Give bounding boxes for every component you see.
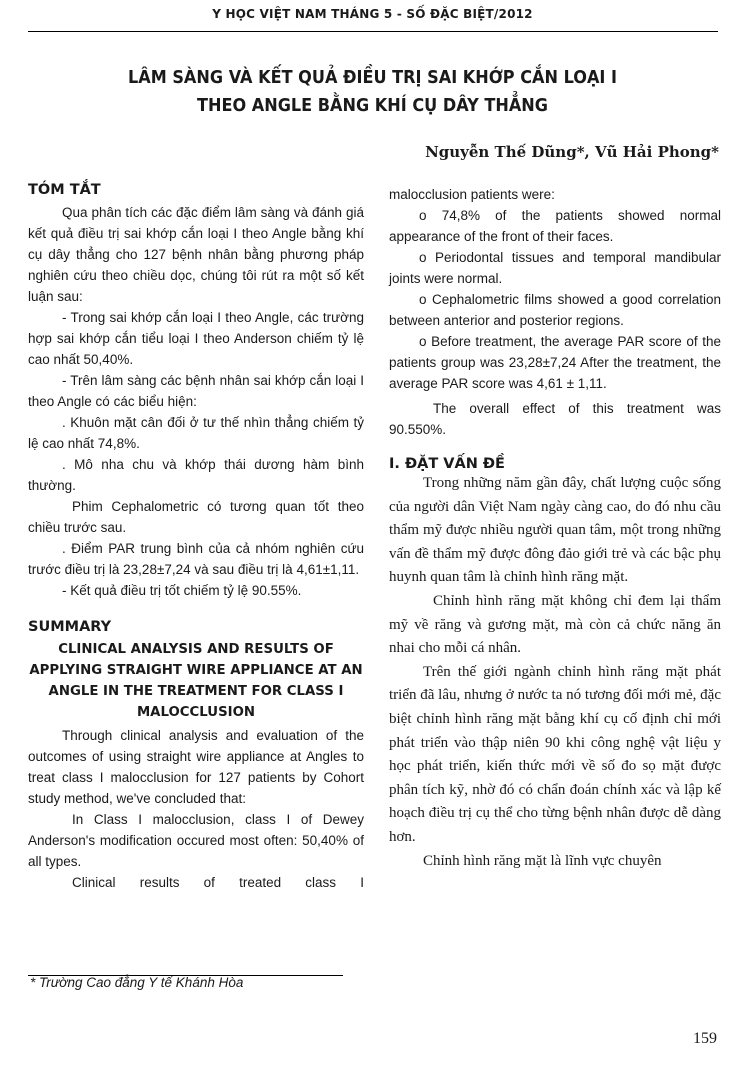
article-title	[67, 64, 679, 120]
running-head: Y HỌC VIỆT NAM THÁNG 5 - SỐ ĐẶC BIỆT/2012	[212, 7, 533, 21]
page-number: 159	[693, 1030, 717, 1047]
abstract-paragraph: - Trên lâm sàng các bệnh nhân sai khớp cắn loại I theo Angle có các biểu hiện:	[28, 373, 364, 409]
article-title-line-2: THEO ANGLE BẰNG KHÍ CỤ DÂY THẲNG	[197, 96, 548, 116]
body-paragraph: Trong những năm gần đây, chất lượng cuộc sống của người dân Việt Nam ngày càng cao, do đó nhu cầu thẩm mỹ được nhiều người quan tâm, một trong những vấn đề thẩm mỹ được đông đảo giới trẻ và các bậc phụ huynh quan tâm là chỉnh hình răng mặt.	[389, 475, 721, 586]
right-column	[389, 184, 721, 873]
summary-paragraph: In Class I malocclusion, class I of Dewey Anderson's modification occured most often: 50,40% of all types.	[28, 812, 364, 869]
summary-paragraph: Clinical results of treated class I	[72, 875, 364, 890]
footnote: * Trường Cao đẳng Y tế Khánh Hòa	[30, 975, 244, 990]
summary-bullet: o Before treatment, the average PAR score of the patients group was 23,28±7,24 After the treatment, the average PAR score was 4,61 ± 1,11.	[389, 334, 721, 391]
left-column	[28, 182, 364, 893]
abstract-paragraph: - Trong sai khớp cắn loại I theo Angle, các trường hợp sai khớp cắn tiểu loại I theo Anderson chiếm tỷ lệ cao nhất 50,40%.	[28, 310, 364, 367]
article-title-line-1: LÂM SÀNG VÀ KẾT QUẢ ĐIỀU TRỊ SAI KHỚP CẮN LOẠI I	[127, 68, 617, 88]
summary-bullet: o Cephalometric films showed a good correlation between anterior and posterior regions.	[389, 292, 721, 328]
summary-title: CLINICAL ANALYSIS AND RESULTS OF APPLYING STRAIGHT WIRE APPLIANCE AT AN ANGLE IN THE TREATMENT FOR CLASS I MALOCCLUSION	[29, 642, 363, 720]
abstract-paragraph: . Khuôn mặt cân đối ở tư thế nhìn thẳng chiếm tỷ lệ cao nhất 74,8%.	[28, 415, 364, 451]
body-paragraph: Chỉnh hình răng mặt không chỉ đem lại thẩm mỹ về răng và gương mặt, mà còn cả chức năng ăn nhai cho mỗi cá nhân.	[389, 592, 721, 657]
summary-paragraph: The overall effect of this treatment was 90.550%.	[389, 401, 721, 437]
summary-paragraph: Through clinical analysis and evaluation of the outcomes of using straight wire appliance at Angles to treat class I malocclusion for 127 patients by Cohort study method, we've concluded that:	[28, 728, 364, 806]
abstract-paragraph: . Mô nha chu và khớp thái dương hàm bình thường.	[28, 457, 364, 493]
header-rule	[28, 31, 718, 32]
abstract-paragraph: Qua phân tích các đặc điểm lâm sàng và đánh giá kết quả điều trị sai khớp cắn loại I theo Angle bằng khí cụ dây thẳng cho 127 bệnh nhân bằng phương pháp nghiên cứu theo chiều dọc, chúng tôi rút ra một số kết luận sau:	[28, 205, 364, 304]
summary-bullet: o Periodontal tissues and temporal mandibular joints were normal.	[389, 250, 721, 286]
body-paragraph: Chỉnh hình răng mặt là lĩnh vực chuyên	[423, 852, 662, 869]
abstract-paragraph: . Điểm PAR trung bình của cả nhóm nghiên cứu trước điều trị là 23,28±7,24 và sau điều trị là 4,61±1,11.	[28, 541, 364, 577]
summary-paragraph-continued: malocclusion patients were:	[389, 187, 555, 202]
abstract-paragraph: - Kết quả điều trị tốt chiếm tỷ lệ 90.55%.	[62, 583, 302, 598]
summary-heading: SUMMARY	[28, 619, 112, 635]
summary-bullet: o 74,8% of the patients showed normal appearance of the front of their faces.	[389, 208, 721, 244]
authors: Nguyễn Thế Dũng*, Vũ Hải Phong*	[425, 143, 719, 161]
section-heading: I. ĐẶT VẤN ĐỀ	[389, 456, 505, 472]
body-paragraph: Trên thế giới ngành chỉnh hình răng mặt phát triển đã lâu, nhưng ở nước ta nó tương đối mới mẻ, đặc biệt chỉnh hình răng mặt bằng khí cụ cố định chỉ mới phát triển vào thập niên 90 khi công nghệ vật liệu y học phát triển, kiến thức mới về số đo sọ mặt được phân tích kỹ, nhờ đó có chẩn đoán chính xác và lập kế hoạch điều trị cụ thể cho từng bệnh nhân được dễ dàng hơn.	[389, 663, 721, 845]
abstract-paragraph: Phim Cephalometric có tương quan tốt theo chiều trước sau.	[28, 499, 364, 535]
abstract-heading: TÓM TẮT	[28, 182, 101, 198]
